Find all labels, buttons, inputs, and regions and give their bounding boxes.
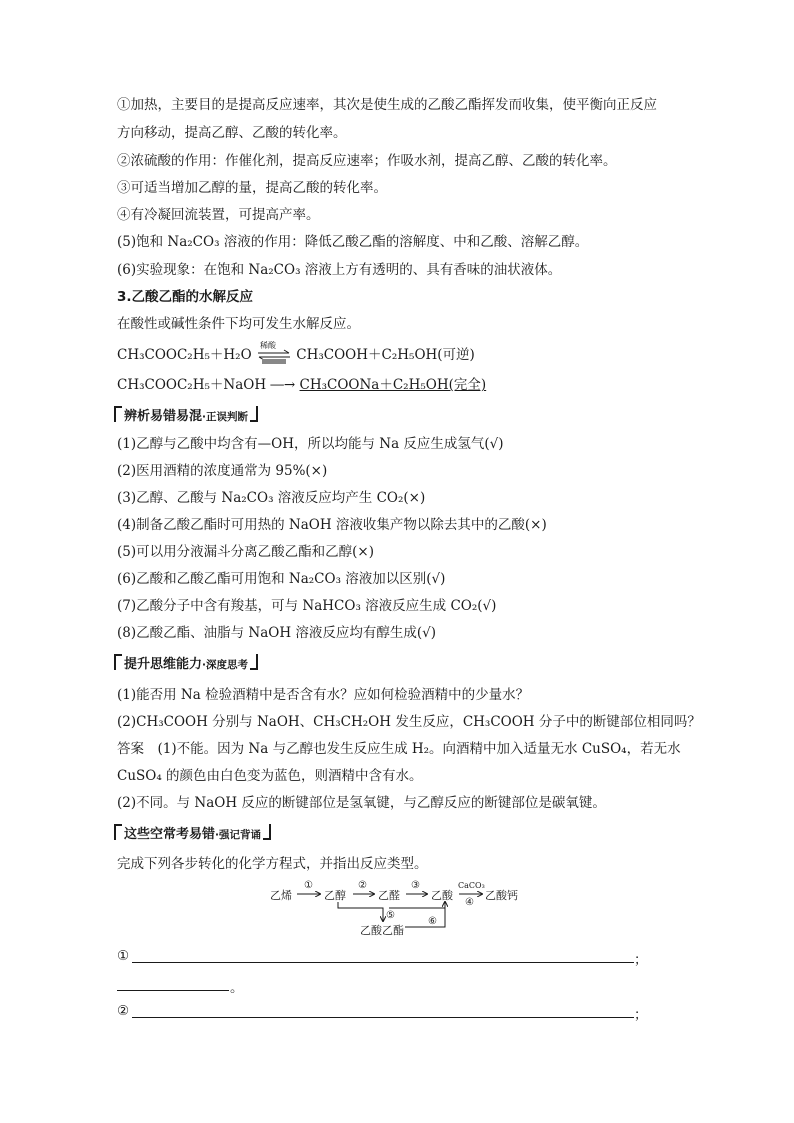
equation-1	[117, 341, 475, 364]
reversible-arrow	[256, 341, 292, 364]
blank-1-line-2[interactable]	[117, 990, 229, 991]
think-subtitle: ·深度思考	[202, 659, 249, 671]
judge-item-6: (6)乙酸和乙酸乙酯可用饱和 Na₂CO₃ 溶液加以区别(√)	[117, 571, 446, 587]
blank-2-line[interactable]	[132, 1017, 634, 1018]
judge-item-3: (3)乙醇、乙酸与 Na₂CO₃ 溶液反应均产生 CO₂(×)	[117, 490, 426, 506]
question-1: (1)能否用 Na 检验酒精中是否含有水？应如何检验酒精中的少量水？	[117, 687, 530, 703]
bracket-right-icon	[250, 406, 258, 422]
bracket-left-icon	[114, 654, 122, 670]
reversible-arrow-icon	[256, 346, 292, 364]
step-5-label: ⑤	[386, 910, 395, 921]
node-acetic-acid: 乙酸	[431, 889, 453, 902]
node-ethyl-acetate: 乙酸乙酯	[360, 924, 404, 937]
judge-item-7: (7)乙酸分子中含有羧基，可与 NaHCO₃ 溶液反应生成 CO₂(√)	[117, 598, 497, 614]
arrow-6	[405, 902, 445, 927]
eq1-right: CH₃COOH＋C₂H₅OH(可逆)	[296, 347, 475, 363]
blank-1-line-1[interactable]	[132, 962, 634, 963]
answer-1-line-2: CuSO₄ 的颜色由白色变为蓝色，则酒精中含有水。	[117, 768, 423, 784]
point-1-line-2: 方向移动，提高乙醇、乙酸的转化率。	[117, 125, 347, 141]
blank-1-label: ①	[117, 948, 130, 964]
node-ethene: 乙烯	[270, 889, 292, 902]
eq2-right: CH₃COONa＋C₂H₅OH(完全)	[299, 377, 487, 393]
error-title: 这些空常考易错	[124, 827, 216, 842]
node-acetaldehyde: 乙醛	[378, 889, 400, 902]
bracket-left-icon	[114, 406, 122, 422]
node-calcium-acetate: 乙酸钙	[485, 889, 518, 902]
bracket-left-icon	[114, 824, 122, 840]
judge-subtitle: ·正误判断	[202, 411, 249, 423]
error-intro: 完成下列各步转化的化学方程式，并指出反应类型。	[117, 856, 428, 872]
blank-1-end: ；	[634, 952, 648, 968]
point-5: (5)饱和 Na₂CO₃ 溶液的作用：降低乙酸乙酯的溶解度、中和乙酸、溶解乙醇。	[117, 234, 589, 250]
think-section-header	[114, 654, 258, 674]
judge-item-1: (1)乙醇与乙酸中均含有—OH，所以均能与 Na 反应生成氢气(√)	[117, 436, 504, 452]
bracket-right-icon	[250, 654, 258, 670]
blank-2-end: ；	[634, 1007, 648, 1023]
judge-item-5: (5)可以用分液漏斗分离乙酸乙酯和乙醇(×)	[117, 544, 374, 560]
judge-item-2: (2)医用酒精的浓度通常为 95%(×)	[117, 463, 328, 479]
node-ethanol: 乙醇	[324, 889, 346, 902]
answer-2: (2)不同。与 NaOH 反应的断键部位是氢氧键，与乙醇反应的断键部位是碳氧键。	[117, 795, 606, 811]
step-3-label: ③	[411, 880, 420, 891]
question-2: (2)CH₃COOH 分别与 NaOH、CH₃CH₂OH 发生反应，CH₃COOH 分子中的断键部位相同吗？	[117, 714, 701, 730]
equation-2	[117, 376, 486, 394]
judge-item-4: (4)制备乙酸乙酯时可用热的 NaOH 溶液收集产物以除去其中的乙酸(×)	[117, 517, 547, 533]
point-3: ③可适当增加乙醇的量，提高乙酸的转化率。	[117, 180, 387, 196]
hydrolysis-title: 3.乙酸乙酯的水解反应	[117, 289, 254, 305]
step-1-label: ①	[304, 880, 313, 891]
think-title: 提升思维能力	[124, 657, 203, 672]
conversion-diagram	[270, 878, 530, 938]
judge-section-header	[114, 406, 258, 426]
eq1-left: CH₃COOC₂H₅＋H₂O	[117, 347, 252, 363]
judge-title: 辨析易错易混	[124, 409, 203, 424]
eq2-left: CH₃COOC₂H₅＋NaOH	[117, 377, 267, 393]
point-1-line-1: ①加热，主要目的是提高反应速率，其次是使生成的乙酸乙酯挥发而收集，使平衡向正反应	[117, 97, 657, 113]
answer-1-line-1: 答案 (1)不能。因为 Na 与乙醇也发生反应生成 H₂。向酒精中加入适量无水 CuSO₄，若无水	[117, 741, 681, 757]
arrow-5	[338, 902, 383, 921]
error-section-header	[114, 824, 271, 844]
step-6-label: ⑥	[428, 916, 437, 927]
eq1-condition-top: 稀酸	[259, 341, 276, 350]
hydrolysis-intro: 在酸性或碱性条件下均可发生水解反应。	[117, 316, 360, 332]
caco3-label: CaCO₃	[458, 881, 485, 890]
step-2-label: ②	[358, 880, 367, 891]
point-6: (6)实验现象：在饱和 Na₂CO₃ 溶液上方有透明的、具有香味的油状液体。	[117, 262, 562, 278]
blank-2-label: ②	[117, 1003, 130, 1019]
error-subtitle: ·强记背诵	[215, 829, 262, 841]
judge-item-8: (8)乙酸乙酯、油脂与 NaOH 溶液反应均有醇生成(√)	[117, 625, 437, 641]
eq2-arrow: ―→	[270, 377, 296, 393]
blank-1-tail: 。	[230, 980, 244, 996]
point-2: ②浓硫酸的作用：作催化剂，提高反应速率；作吸水剂，提高乙醇、乙酸的转化率。	[117, 153, 617, 169]
point-4: ④有冷凝回流装置，可提高产率。	[117, 207, 320, 223]
bracket-right-icon	[263, 824, 271, 840]
step-4-label: ④	[465, 897, 474, 908]
